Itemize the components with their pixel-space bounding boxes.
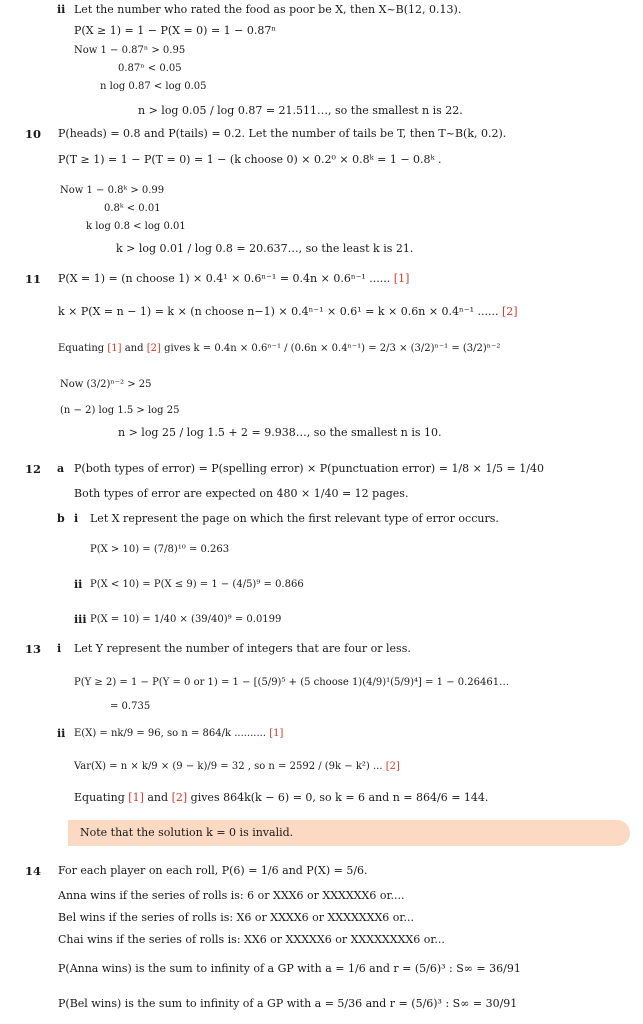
q10-line: Now 1 − 0.8ᵏ > 0.99 [60, 185, 165, 196]
q13-line: = 0.735 [110, 701, 151, 712]
q11-text: and [124, 343, 144, 354]
q11-text: gives k = 0.4n × 0.6ⁿ⁻¹ / (0.6n × 0.4ⁿ⁻¹) = 2/3 × (3/2)ⁿ⁻¹ = (3/2)ⁿ⁻² [164, 343, 501, 354]
q9-line: P(X ≥ 1) = 1 − P(X = 0) = 1 − 0.87ⁿ [74, 24, 277, 37]
equation-tag-2: [2] [171, 791, 188, 804]
q9-intro: Let the number who rated the food as poor be X, then X~B(12, 0.13). [74, 3, 462, 16]
q12-line: P(X > 10) = (7/8)¹⁰ = 0.263 [90, 544, 230, 555]
q13-text: Equating [74, 791, 125, 804]
q12-number: 12 [25, 462, 42, 476]
note-text: Note that the solution k = 0 is invalid. [80, 826, 294, 839]
q11-line [58, 272, 409, 286]
q10-line: k > log 0.01 / log 0.8 = 20.637…, so the least k is 21. [116, 242, 414, 255]
q10-line: k log 0.8 < log 0.01 [86, 221, 186, 232]
q11-line: Now (3/2)ⁿ⁻² > 25 [60, 379, 152, 390]
q11-text: Equating [58, 343, 105, 354]
equation-tag-1: [1] [269, 728, 284, 739]
note-callout [68, 820, 630, 846]
q14-line: Anna wins if the series of rolls is: 6 or XXX6 or XXXXXX6 or.... [58, 889, 405, 902]
q10-line: P(T ≥ 1) = 1 − P(T = 0) = 1 − (k choose 0) × 0.2⁰ × 0.8ᵏ = 1 − 0.8ᵏ . [58, 153, 442, 166]
q13-part-i-label: i [57, 642, 62, 655]
equation-tag-1: [1] [128, 791, 144, 804]
q11-line-text: P(X = 1) = (n choose 1) × 0.4¹ × 0.6ⁿ⁻¹ = 0.4n × 0.6ⁿ⁻¹ ...... [58, 272, 391, 285]
q9-line: 0.87ⁿ < 0.05 [118, 63, 182, 74]
q13-line [74, 727, 283, 741]
q13-text: E(X) = nk/9 = 96, so n = 864/k .......... [74, 728, 266, 739]
q11-line: n > log 25 / log 1.5 + 2 = 9.938…, so the smallest n is 10. [118, 426, 442, 439]
q9-part-label: ii [57, 3, 66, 16]
equation-tag-1: [1] [107, 343, 122, 354]
q13-part-ii-label: ii [57, 727, 66, 740]
q12-line: P(X < 10) = P(X ≤ 9) = 1 − (4/5)⁹ = 0.866 [90, 579, 304, 590]
q11-line-text: k × P(X = n − 1) = k × (n choose n−1) × 0.4ⁿ⁻¹ × 0.6¹ = k × 0.6n × 0.4ⁿ⁻¹ ...... [58, 305, 499, 318]
q10-number: 10 [25, 127, 42, 141]
q12-part-biii-label: iii [74, 613, 87, 626]
q9-line: Now 1 − 0.87ⁿ > 0.95 [74, 45, 186, 56]
q11-line: (n − 2) log 1.5 > log 25 [60, 405, 180, 416]
q9-line: n log 0.87 < log 0.05 [100, 81, 207, 92]
q13-text: Var(X) = n × k/9 × (9 − k)/9 = 32 , so n = 2592 / (9k − k²) ... [74, 761, 383, 772]
q14-line: P(Bel wins) is the sum to infinity of a GP with a = 5/36 and r = (5/6)³ : S∞ = 30/91 [58, 997, 518, 1010]
q11-line [58, 342, 500, 356]
q13-line [74, 791, 488, 805]
q12-line: Both types of error are expected on 480 × 1/40 = 12 pages. [74, 487, 409, 500]
q9-line: n > log 0.05 / log 0.87 = 21.511…, so the smallest n is 22. [138, 104, 463, 117]
q12-part-a-label: a [57, 462, 65, 475]
q12-part-b-label: b [57, 512, 65, 525]
q11-number: 11 [25, 272, 42, 286]
q13-line [74, 760, 400, 774]
q14-line: Bel wins if the series of rolls is: X6 or XXXX6 or XXXXXXX6 or... [58, 911, 414, 924]
q13-line: P(Y ≥ 2) = 1 − P(Y = 0 or 1) = 1 − [(5/9)⁵ + (5 choose 1)(4/9)¹(5/9)⁴] = 1 − 0.26461… [74, 677, 510, 688]
q12-part-bi-label: i [74, 512, 79, 525]
equation-tag-1: [1] [393, 272, 410, 285]
q12-line: P(both types of error) = P(spelling error) × P(punctuation error) = 1/8 × 1/5 = 1/40 [74, 462, 544, 475]
equation-tag-2: [2] [502, 305, 518, 318]
equation-tag-2: [2] [146, 343, 161, 354]
q10-line: 0.8ᵏ < 0.01 [104, 203, 161, 214]
q14-line: Chai wins if the series of rolls is: XX6 or XXXXX6 or XXXXXXXX6 or... [58, 933, 445, 946]
q12-line: Let X represent the page on which the first relevant type of error occurs. [90, 512, 499, 525]
q13-text: gives 864k(k − 6) = 0, so k = 6 and n = 864/6 = 144. [190, 791, 489, 804]
q10-intro: P(heads) = 0.8 and P(tails) = 0.2. Let the number of tails be T, then T~B(k, 0.2). [58, 127, 507, 140]
q13-line: Let Y represent the number of integers that are four or less. [74, 642, 411, 655]
q13-number: 13 [25, 642, 42, 656]
q11-line [58, 305, 518, 319]
q12-line: P(X = 10) = 1/40 × (39/40)⁹ = 0.0199 [90, 614, 282, 625]
q14-line: P(Anna wins) is the sum to infinity of a GP with a = 1/6 and r = (5/6)³ : S∞ = 36/91 [58, 962, 521, 975]
q12-part-bii-label: ii [74, 578, 83, 591]
q14-number: 14 [25, 864, 42, 878]
q14-line: For each player on each roll, P(6) = 1/6 and P(X) = 5/6. [58, 864, 368, 877]
equation-tag-2: [2] [385, 761, 400, 772]
q13-text: and [147, 791, 169, 804]
